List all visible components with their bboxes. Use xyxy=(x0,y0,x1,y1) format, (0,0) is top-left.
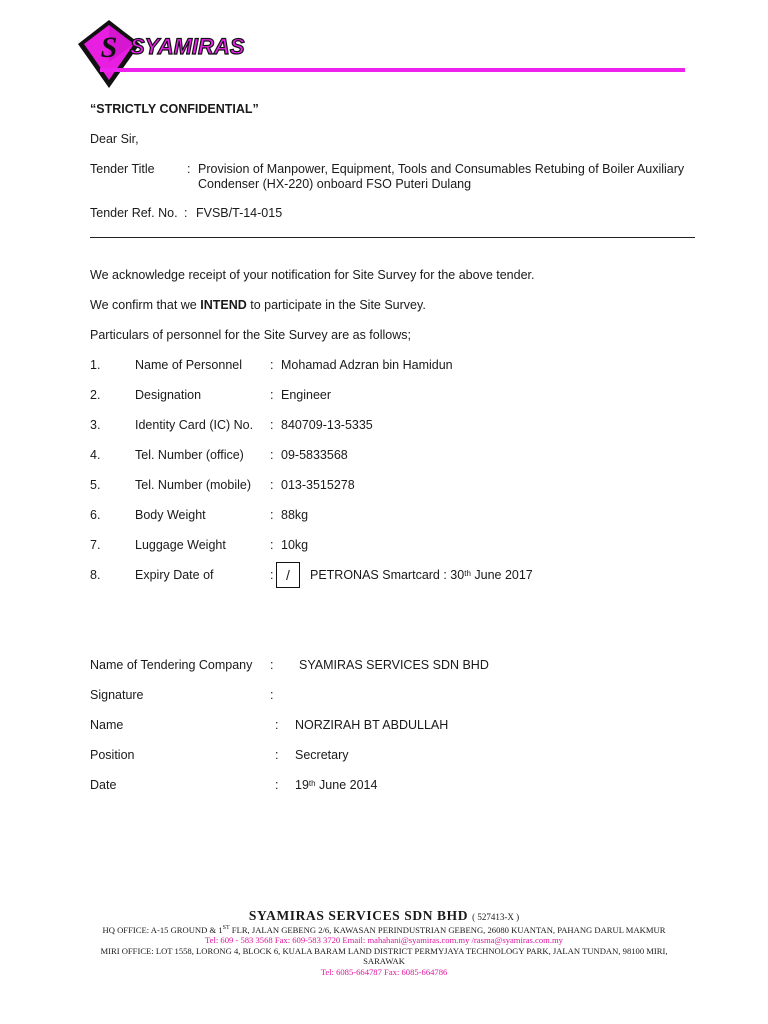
particular-value: Mohamad Adzran bin Hamidun xyxy=(281,358,453,372)
particulars-intro: Particulars of personnel for the Site Survey are as follows; xyxy=(90,328,411,342)
company-row-separator: : xyxy=(275,718,279,732)
particular-num: 6. xyxy=(90,508,101,522)
tender-title-label: Tender Title xyxy=(90,162,155,176)
particular-label: Luggage Weight xyxy=(135,538,226,552)
footer-reg-no: ( 527413-X ) xyxy=(472,912,520,922)
particular-value: 09-5833568 xyxy=(281,448,348,462)
confirm-paragraph: We confirm that we INTEND to participate in the Site Survey. xyxy=(90,298,426,312)
particular-num: 2. xyxy=(90,388,101,402)
particular-num: 7. xyxy=(90,538,101,552)
footer-miri-address: MIRI OFFICE: LOT 1558, LORONG 4, BLOCK 6, KUALA BARAM LAND DISTRICT PERMYJAYA TECHNOLOGY PARK, JALAN TUNDAN, 98100 MIRI, xyxy=(100,946,668,956)
particular-separator: : xyxy=(270,418,274,432)
particular-separator: : xyxy=(270,358,274,372)
letterhead-accent-bar xyxy=(100,68,685,72)
logo-wordmark: SYAMIRAS xyxy=(130,34,245,59)
tender-title-line2: Condenser (HX-220) onboard FSO Puteri Dulang xyxy=(198,177,472,191)
particular-label: Tel. Number (mobile) xyxy=(135,478,252,492)
tender-title-line1: Provision of Manpower, Equipment, Tools and Consumables Retubing of Boiler Auxiliary xyxy=(198,162,685,176)
particular-num: 8. xyxy=(90,568,101,582)
particular-label: Designation xyxy=(135,388,202,402)
company-logo xyxy=(78,18,258,92)
company-row-value: SYAMIRAS SERVICES SDN BHD xyxy=(299,658,489,672)
logo-letter: S xyxy=(100,31,118,64)
particular-separator: : xyxy=(270,538,274,552)
company-row-separator: : xyxy=(270,658,274,672)
particular-num: 3. xyxy=(90,418,101,432)
company-row-label: Name of Tendering Company xyxy=(90,658,253,672)
particular-value: Engineer xyxy=(281,388,332,402)
footer-miri-address-line2: SARAWAK xyxy=(363,956,405,966)
particular-separator: : xyxy=(270,508,274,522)
particular-label: Expiry Date of xyxy=(135,568,214,582)
letter-date-value: 19th June 2014 xyxy=(295,778,378,792)
company-row-separator: : xyxy=(270,688,274,702)
particular-value: 10kg xyxy=(281,538,309,552)
salutation: Dear Sir, xyxy=(90,132,139,146)
footer-hq-contact: Tel: 609 - 583 3568 Fax: 609-583 3720 Email: mahahani@syamiras.com.my /rasma@syamiras.com.my xyxy=(205,935,563,945)
intend-emphasis: INTEND xyxy=(200,298,247,312)
smartcard-checkbox: / xyxy=(276,562,300,588)
tender-ref-separator: : xyxy=(184,206,188,220)
particular-label: Identity Card (IC) No. xyxy=(135,418,254,432)
tender-ref-label: Tender Ref. No. xyxy=(90,206,178,220)
particular-num: 5. xyxy=(90,478,101,492)
particular-separator: : xyxy=(270,388,274,402)
company-row-separator: : xyxy=(275,748,279,762)
particular-value: 840709-13-5335 xyxy=(281,418,373,432)
particular-label: Body Weight xyxy=(135,508,206,522)
footer-company-name: SYAMIRAS SERVICES SDN BHD ( 527413-X ) xyxy=(248,908,520,923)
particular-num: 4. xyxy=(90,448,101,462)
company-row-separator: : xyxy=(275,778,279,792)
company-row-label: Signature xyxy=(90,688,144,702)
confidential-heading: “STRICTLY CONFIDENTIAL” xyxy=(90,102,259,116)
footer-miri-contact: Tel: 6085-664787 Fax: 6085-664786 xyxy=(320,967,448,977)
particular-separator: : xyxy=(270,448,274,462)
tender-ref-value: FVSB/T-14-015 xyxy=(196,206,283,220)
company-row-value: Secretary xyxy=(295,748,349,762)
footer-hq-address: HQ OFFICE: A-15 GROUND & 1ST FLR, JALAN GEBENG 2/6, KAWASAN PERINDUSTRIAN GEBENG, 26080 KUANTAN, PAHANG DARUL MAKMUR xyxy=(102,925,666,935)
company-row-label: Date xyxy=(90,778,117,792)
particular-separator: : xyxy=(270,568,274,582)
particular-label: Name of Personnel xyxy=(135,358,243,372)
particular-value: 013-3515278 xyxy=(281,478,355,492)
company-row-value: NORZIRAH BT ABDULLAH xyxy=(295,718,449,732)
company-row-label: Position xyxy=(90,748,135,762)
company-row-label: Name xyxy=(90,718,124,732)
particular-label: Tel. Number (office) xyxy=(135,448,244,462)
section-divider xyxy=(90,237,695,238)
logo-diamond-icon xyxy=(78,18,258,92)
tender-title-separator: : xyxy=(187,162,191,176)
particular-value: 88kg xyxy=(281,508,309,522)
acknowledge-paragraph: We acknowledge receipt of your notification for Site Survey for the above tender. xyxy=(90,268,535,282)
particular-separator: : xyxy=(270,478,274,492)
particular-num: 1. xyxy=(90,358,101,372)
smartcard-expiry-value: PETRONAS Smartcard : 30th June 2017 xyxy=(310,568,533,582)
